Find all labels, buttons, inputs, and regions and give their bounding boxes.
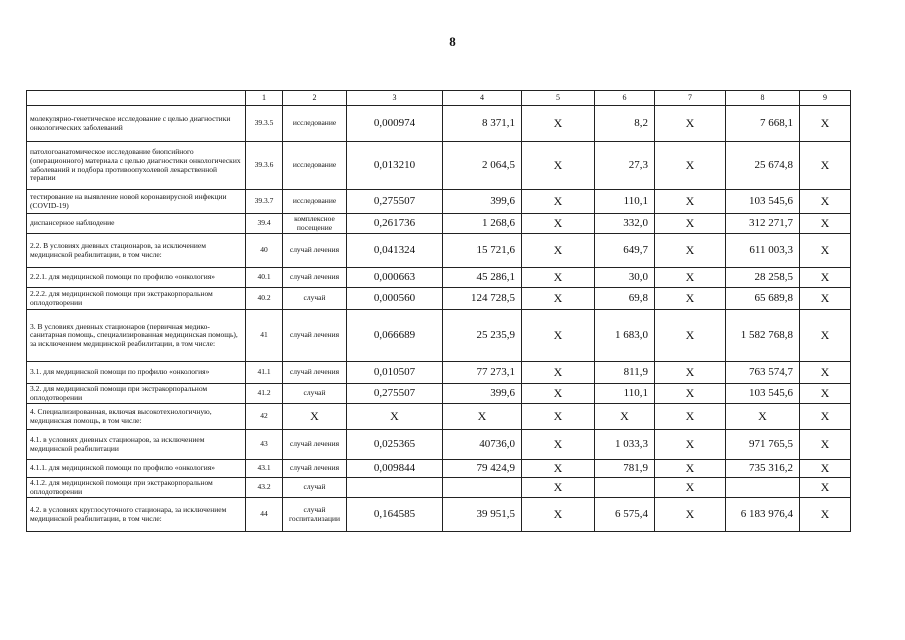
name-cell: 3. В условиях дневных стационаров (первичная медико-санитарная помощь, специализированная медицинская помощь), за исключением медицинской реабилитации, в том числе: (27, 310, 246, 362)
value-cell: 0,261736 (347, 214, 443, 234)
header-cell-blank (27, 91, 246, 106)
table-row (27, 234, 851, 268)
unit-cell: случай (283, 478, 347, 498)
code-cell: 42 (246, 404, 283, 430)
x-cell: X (655, 288, 726, 310)
table-row (27, 460, 851, 478)
unit-cell: случай лечения (283, 460, 347, 478)
name-cell: 4.1. в условиях дневных стационаров, за исключением медицинской реабилитации (27, 430, 246, 460)
x-cell: X (655, 384, 726, 404)
x-cell: X (800, 106, 851, 142)
x-cell: X (655, 362, 726, 384)
value-cell: 6 575,4 (595, 498, 655, 532)
x-cell: X (522, 214, 595, 234)
value-cell (347, 478, 443, 498)
value-cell: 2 064,5 (443, 142, 522, 190)
header-cell: 6 (595, 91, 655, 106)
x-cell: X (522, 234, 595, 268)
table-row (27, 430, 851, 460)
value-cell: 312 271,7 (726, 214, 800, 234)
name-cell: тестирование на выявление новой коронавирусной инфекции (COVID-19) (27, 190, 246, 214)
code-cell: 39.4 (246, 214, 283, 234)
table-row (27, 310, 851, 362)
value-cell: 781,9 (595, 460, 655, 478)
value-cell: 27,3 (595, 142, 655, 190)
table-row (27, 190, 851, 214)
header-cell: 4 (443, 91, 522, 106)
value-cell: 1 268,6 (443, 214, 522, 234)
unit-cell: случай (283, 384, 347, 404)
value-cell: 65 689,8 (726, 288, 800, 310)
name-cell: 2.2.2. для медицинской помощи при экстракорпоральном оплодотворении (27, 288, 246, 310)
x-cell: X (655, 310, 726, 362)
x-cell: X (800, 478, 851, 498)
value-cell: 0,275507 (347, 190, 443, 214)
unit-cell: X (283, 404, 347, 430)
value-cell: 611 003,3 (726, 234, 800, 268)
header-cell: 2 (283, 91, 347, 106)
unit-cell: случай лечения (283, 310, 347, 362)
unit-cell: случай лечения (283, 234, 347, 268)
value-cell: 124 728,5 (443, 288, 522, 310)
x-cell: X (522, 106, 595, 142)
code-cell: 39.3.7 (246, 190, 283, 214)
value-cell: 28 258,5 (726, 268, 800, 288)
value-cell: X (726, 404, 800, 430)
x-cell: X (800, 384, 851, 404)
value-cell: 79 424,9 (443, 460, 522, 478)
unit-cell: исследование (283, 190, 347, 214)
value-cell (595, 478, 655, 498)
value-cell: 0,000663 (347, 268, 443, 288)
x-cell: X (522, 478, 595, 498)
x-cell: X (800, 460, 851, 478)
value-cell: 1 582 768,8 (726, 310, 800, 362)
name-cell: патологоанатомическое исследование биопсийного (операционного) материала с целью диагностики онкологических заболеваний и подбора противоопухолевой лекарственной терапии (27, 142, 246, 190)
unit-cell: исследование (283, 106, 347, 142)
header-cell: 3 (347, 91, 443, 106)
name-cell: 2.2.1. для медицинской помощи по профилю «онкология» (27, 268, 246, 288)
x-cell: X (800, 142, 851, 190)
x-cell: X (655, 460, 726, 478)
value-cell: X (595, 404, 655, 430)
x-cell: X (655, 478, 726, 498)
x-cell: X (655, 106, 726, 142)
code-cell: 41.2 (246, 384, 283, 404)
table-row (27, 288, 851, 310)
header-cell: 1 (246, 91, 283, 106)
value-cell: 0,000560 (347, 288, 443, 310)
code-cell: 40 (246, 234, 283, 268)
code-cell: 41.1 (246, 362, 283, 384)
name-cell: 3.1. для медицинской помощи по профилю «онкология» (27, 362, 246, 384)
x-cell: X (655, 234, 726, 268)
value-cell: 1 033,3 (595, 430, 655, 460)
table-row (27, 384, 851, 404)
x-cell: X (522, 310, 595, 362)
x-cell: X (800, 430, 851, 460)
code-cell: 39.3.5 (246, 106, 283, 142)
header-cell: 8 (726, 91, 800, 106)
x-cell: X (800, 190, 851, 214)
x-cell: X (655, 142, 726, 190)
x-cell: X (522, 460, 595, 478)
header-cell: 7 (655, 91, 726, 106)
value-cell: 77 273,1 (443, 362, 522, 384)
x-cell: X (522, 404, 595, 430)
value-cell: 811,9 (595, 362, 655, 384)
x-cell: X (800, 310, 851, 362)
name-cell: 3.2. для медицинской помощи при экстракорпоральном оплодотворении (27, 384, 246, 404)
name-cell: 4.2. в условиях круглосуточного стационара, за исключением медицинской реабилитации, в том числе: (27, 498, 246, 532)
value-cell: 971 765,5 (726, 430, 800, 460)
value-cell: 0,164585 (347, 498, 443, 532)
value-cell: 649,7 (595, 234, 655, 268)
value-cell: 30,0 (595, 268, 655, 288)
table-row (27, 142, 851, 190)
value-cell: 8,2 (595, 106, 655, 142)
value-cell: X (443, 404, 522, 430)
value-cell: 103 545,6 (726, 190, 800, 214)
unit-cell: исследование (283, 142, 347, 190)
table-row (27, 214, 851, 234)
name-cell: 4.1.1. для медицинской помощи по профилю «онкология» (27, 460, 246, 478)
value-cell (443, 478, 522, 498)
code-cell: 41 (246, 310, 283, 362)
value-cell: 7 668,1 (726, 106, 800, 142)
value-cell: 15 721,6 (443, 234, 522, 268)
table-row (27, 404, 851, 430)
x-cell: X (800, 288, 851, 310)
x-cell: X (522, 362, 595, 384)
value-cell: 763 574,7 (726, 362, 800, 384)
value-cell: 6 183 976,4 (726, 498, 800, 532)
value-cell: 8 371,1 (443, 106, 522, 142)
value-cell: 25 674,8 (726, 142, 800, 190)
code-cell: 44 (246, 498, 283, 532)
value-cell: 69,8 (595, 288, 655, 310)
table-row (27, 106, 851, 142)
code-cell: 39.3.6 (246, 142, 283, 190)
unit-cell: случай лечения (283, 268, 347, 288)
unit-cell: случай госпитализации (283, 498, 347, 532)
page-number: 8 (449, 34, 456, 49)
value-cell: 0,009844 (347, 460, 443, 478)
x-cell: X (522, 288, 595, 310)
value-cell: 399,6 (443, 190, 522, 214)
value-cell: 0,010507 (347, 362, 443, 384)
data-table (26, 90, 851, 532)
value-cell: 0,025365 (347, 430, 443, 460)
value-cell: 103 545,6 (726, 384, 800, 404)
value-cell: X (347, 404, 443, 430)
table-row (27, 478, 851, 498)
unit-cell: комплексное посещение (283, 214, 347, 234)
x-cell: X (655, 268, 726, 288)
value-cell: 25 235,9 (443, 310, 522, 362)
value-cell: 40736,0 (443, 430, 522, 460)
x-cell: X (522, 142, 595, 190)
value-cell: 110,1 (595, 190, 655, 214)
value-cell: 332,0 (595, 214, 655, 234)
x-cell: X (655, 404, 726, 430)
code-cell: 40.2 (246, 288, 283, 310)
x-cell: X (522, 498, 595, 532)
x-cell: X (800, 268, 851, 288)
x-cell: X (800, 404, 851, 430)
x-cell: X (655, 214, 726, 234)
unit-cell: случай лечения (283, 430, 347, 460)
x-cell: X (800, 498, 851, 532)
name-cell: 2.2. В условиях дневных стационаров, за исключением медицинской реабилитации, в том числе: (27, 234, 246, 268)
x-cell: X (800, 214, 851, 234)
name-cell: молекулярно-генетическое исследование с целью диагностики онкологических заболеваний (27, 106, 246, 142)
x-cell: X (655, 498, 726, 532)
x-cell: X (800, 234, 851, 268)
x-cell: X (655, 190, 726, 214)
value-cell: 0,066689 (347, 310, 443, 362)
x-cell: X (522, 384, 595, 404)
table-row (27, 268, 851, 288)
unit-cell: случай лечения (283, 362, 347, 384)
table-row (27, 498, 851, 532)
code-cell: 40.1 (246, 268, 283, 288)
name-cell: диспансерное наблюдение (27, 214, 246, 234)
value-cell: 0,000974 (347, 106, 443, 142)
x-cell: X (522, 268, 595, 288)
table-row (27, 362, 851, 384)
x-cell: X (522, 190, 595, 214)
value-cell: 1 683,0 (595, 310, 655, 362)
name-cell: 4. Специализированная, включая высокотехнологичную, медицинская помощь, в том числе: (27, 404, 246, 430)
value-cell: 110,1 (595, 384, 655, 404)
value-cell: 0,275507 (347, 384, 443, 404)
value-cell: 0,041324 (347, 234, 443, 268)
name-cell: 4.1.2. для медицинской помощи при экстракорпоральном оплодотворении (27, 478, 246, 498)
value-cell (726, 478, 800, 498)
header-row (27, 91, 851, 106)
x-cell: X (800, 362, 851, 384)
value-cell: 39 951,5 (443, 498, 522, 532)
value-cell: 735 316,2 (726, 460, 800, 478)
x-cell: X (522, 430, 595, 460)
value-cell: 399,6 (443, 384, 522, 404)
x-cell: X (655, 430, 726, 460)
code-cell: 43.2 (246, 478, 283, 498)
header-cell: 5 (522, 91, 595, 106)
code-cell: 43.1 (246, 460, 283, 478)
header-cell: 9 (800, 91, 851, 106)
value-cell: 45 286,1 (443, 268, 522, 288)
code-cell: 43 (246, 430, 283, 460)
unit-cell: случай (283, 288, 347, 310)
value-cell: 0,013210 (347, 142, 443, 190)
